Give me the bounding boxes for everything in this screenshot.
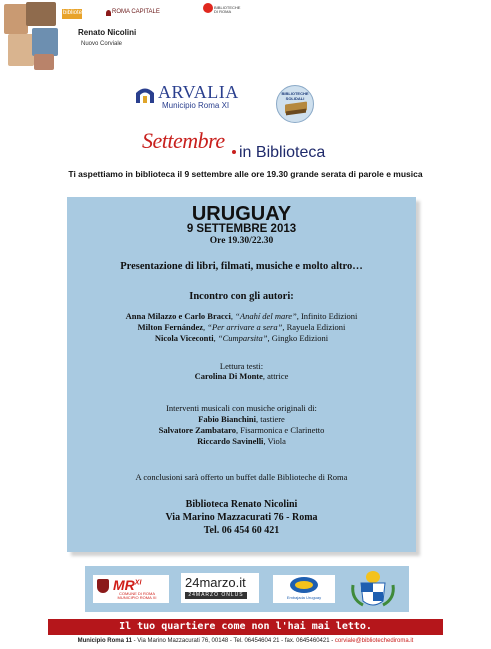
musician-line bbox=[67, 436, 416, 446]
comune-roma-crest-icon bbox=[97, 579, 109, 593]
header-banner bbox=[0, 0, 240, 72]
author-line bbox=[67, 311, 416, 321]
event-hours: Ore 19.30/22.30 bbox=[209, 236, 274, 246]
author-publisher: , Rayuela Edizioni bbox=[282, 322, 346, 332]
title-in-biblioteca: in Biblioteca bbox=[239, 144, 326, 161]
venue-address: Via Marino Mazzacurati 76 - Roma bbox=[165, 512, 318, 523]
footer-municipio: Municipio Roma 11 bbox=[77, 638, 132, 644]
reader-name: Carolina Di Monte bbox=[194, 371, 263, 381]
uruguay-sun-icon bbox=[295, 581, 313, 589]
event-card bbox=[67, 197, 416, 552]
event-presentation: Presentazione di libri, filmati, musiche e molto altro… bbox=[120, 261, 363, 272]
footer-address-text: - Via Marino Mazzacurati 76, 00148 - Tel. 06454604 21 - fax. 0645460421 - bbox=[131, 638, 335, 644]
author-work: “Per arrivare a sera” bbox=[207, 322, 283, 332]
buffet-line: A conclusioni sarà offerto un buffet dalle Biblioteche di Roma bbox=[135, 472, 348, 482]
musician-role: , Fisarmonica e Clarinetto bbox=[236, 425, 325, 435]
author-line bbox=[67, 322, 416, 332]
roma-capitale-icon bbox=[106, 10, 111, 16]
photo-4 bbox=[32, 28, 58, 56]
title-dot bbox=[232, 150, 236, 154]
musician-role: , tastiere bbox=[256, 414, 285, 424]
photo-1 bbox=[4, 4, 28, 34]
mr-logo bbox=[93, 575, 169, 603]
event-country: URUGUAY bbox=[191, 203, 292, 225]
header-photo-collage bbox=[4, 2, 58, 70]
uruguay-embassy-logo bbox=[273, 575, 335, 603]
24marzo-sub: 24MARZO ONLUS bbox=[185, 592, 247, 599]
reader-line bbox=[67, 371, 416, 381]
mr-logo-text: $MR^{XI}$ bbox=[113, 577, 142, 593]
arvalia-arch-icon bbox=[134, 84, 156, 104]
24marzo-text: 24marzo.it bbox=[185, 575, 246, 590]
author-sep: , bbox=[203, 322, 208, 332]
slogan-banner: Il tuo quartiere come non l'hai mai letto. bbox=[48, 619, 443, 635]
24marzo-logo bbox=[181, 573, 259, 603]
author-work: “Anahí del mare” bbox=[235, 311, 297, 321]
author-sep: , bbox=[213, 333, 218, 343]
arvalia-logo bbox=[134, 82, 244, 112]
meeting-heading: Incontro con gli autori: bbox=[189, 291, 294, 302]
author-publisher: , Gingko Edizioni bbox=[267, 333, 329, 343]
author-work: “Cumparsita” bbox=[217, 333, 268, 343]
musician-line bbox=[67, 425, 416, 435]
reading-heading: Lettura testi: bbox=[219, 361, 264, 371]
photo-5 bbox=[34, 54, 54, 70]
musician-name: Riccardo Savinelli bbox=[197, 436, 264, 446]
biblioteche-solidali-logo bbox=[276, 85, 314, 123]
author-name: Nicola Viceconti bbox=[154, 333, 214, 343]
venue-phone: Tel. 06 454 60 421 bbox=[203, 525, 280, 536]
arvalia-sub: Municipio Roma XI bbox=[162, 101, 230, 110]
reader-role: , attrice bbox=[262, 371, 289, 381]
arvalia-name: ARVALIA bbox=[158, 82, 239, 102]
venue-name: Biblioteca Renato Nicolini bbox=[185, 499, 298, 510]
footer-email-link[interactable]: corviale@bibliotechediroma.it bbox=[334, 638, 414, 644]
photo-2 bbox=[26, 2, 56, 26]
uruguay-sub: Embajada Uruguay bbox=[286, 595, 322, 600]
author-line bbox=[67, 333, 416, 343]
biblioteche-roma-label: BIBLIOTECHE DI ROMA bbox=[214, 5, 241, 14]
footer-address bbox=[0, 638, 491, 644]
author-sep: , bbox=[230, 311, 236, 321]
biblioteca-tag-label: biblioteca bbox=[63, 10, 89, 16]
author-name: Milton Fernández bbox=[137, 322, 204, 332]
sponsor-logos-bar bbox=[85, 566, 409, 612]
author-name: Anna Milazzo e Carlo Bracci bbox=[125, 311, 231, 321]
music-heading: Interventi musicali con musiche originali di: bbox=[166, 403, 317, 413]
mr-logo-sub: COMUNE DI ROMA MUNICIPIO ROMA XI bbox=[117, 591, 157, 600]
event-date: 9 SETTEMBRE 2013 bbox=[186, 223, 297, 235]
mr-xi: XI bbox=[134, 579, 142, 587]
photo-3 bbox=[8, 34, 34, 66]
library-sub: Nuovo Corviale bbox=[81, 41, 123, 47]
solidali-label: BIBLIOTECHE SOLIDALI bbox=[281, 91, 309, 101]
roma-capitale-label: ROMA CAPITALE bbox=[112, 9, 160, 15]
musician-name: Salvatore Zambataro bbox=[158, 425, 237, 435]
title-settembre: Settembre bbox=[142, 128, 225, 153]
library-name: Renato Nicolini bbox=[78, 28, 137, 37]
musician-role: , Viola bbox=[263, 436, 286, 446]
biblioteche-roma-icon bbox=[203, 3, 213, 13]
invite-line: Ti aspettiamo in biblioteca il 9 settembre alle ore 19.30 grande serata di parole e musica bbox=[68, 169, 423, 179]
author-publisher: , Infinito Edizioni bbox=[296, 311, 358, 321]
musician-name: Fabio Bianchini bbox=[198, 414, 257, 424]
musician-line bbox=[67, 414, 416, 424]
uruguay-coat-of-arms-icon bbox=[347, 569, 399, 610]
